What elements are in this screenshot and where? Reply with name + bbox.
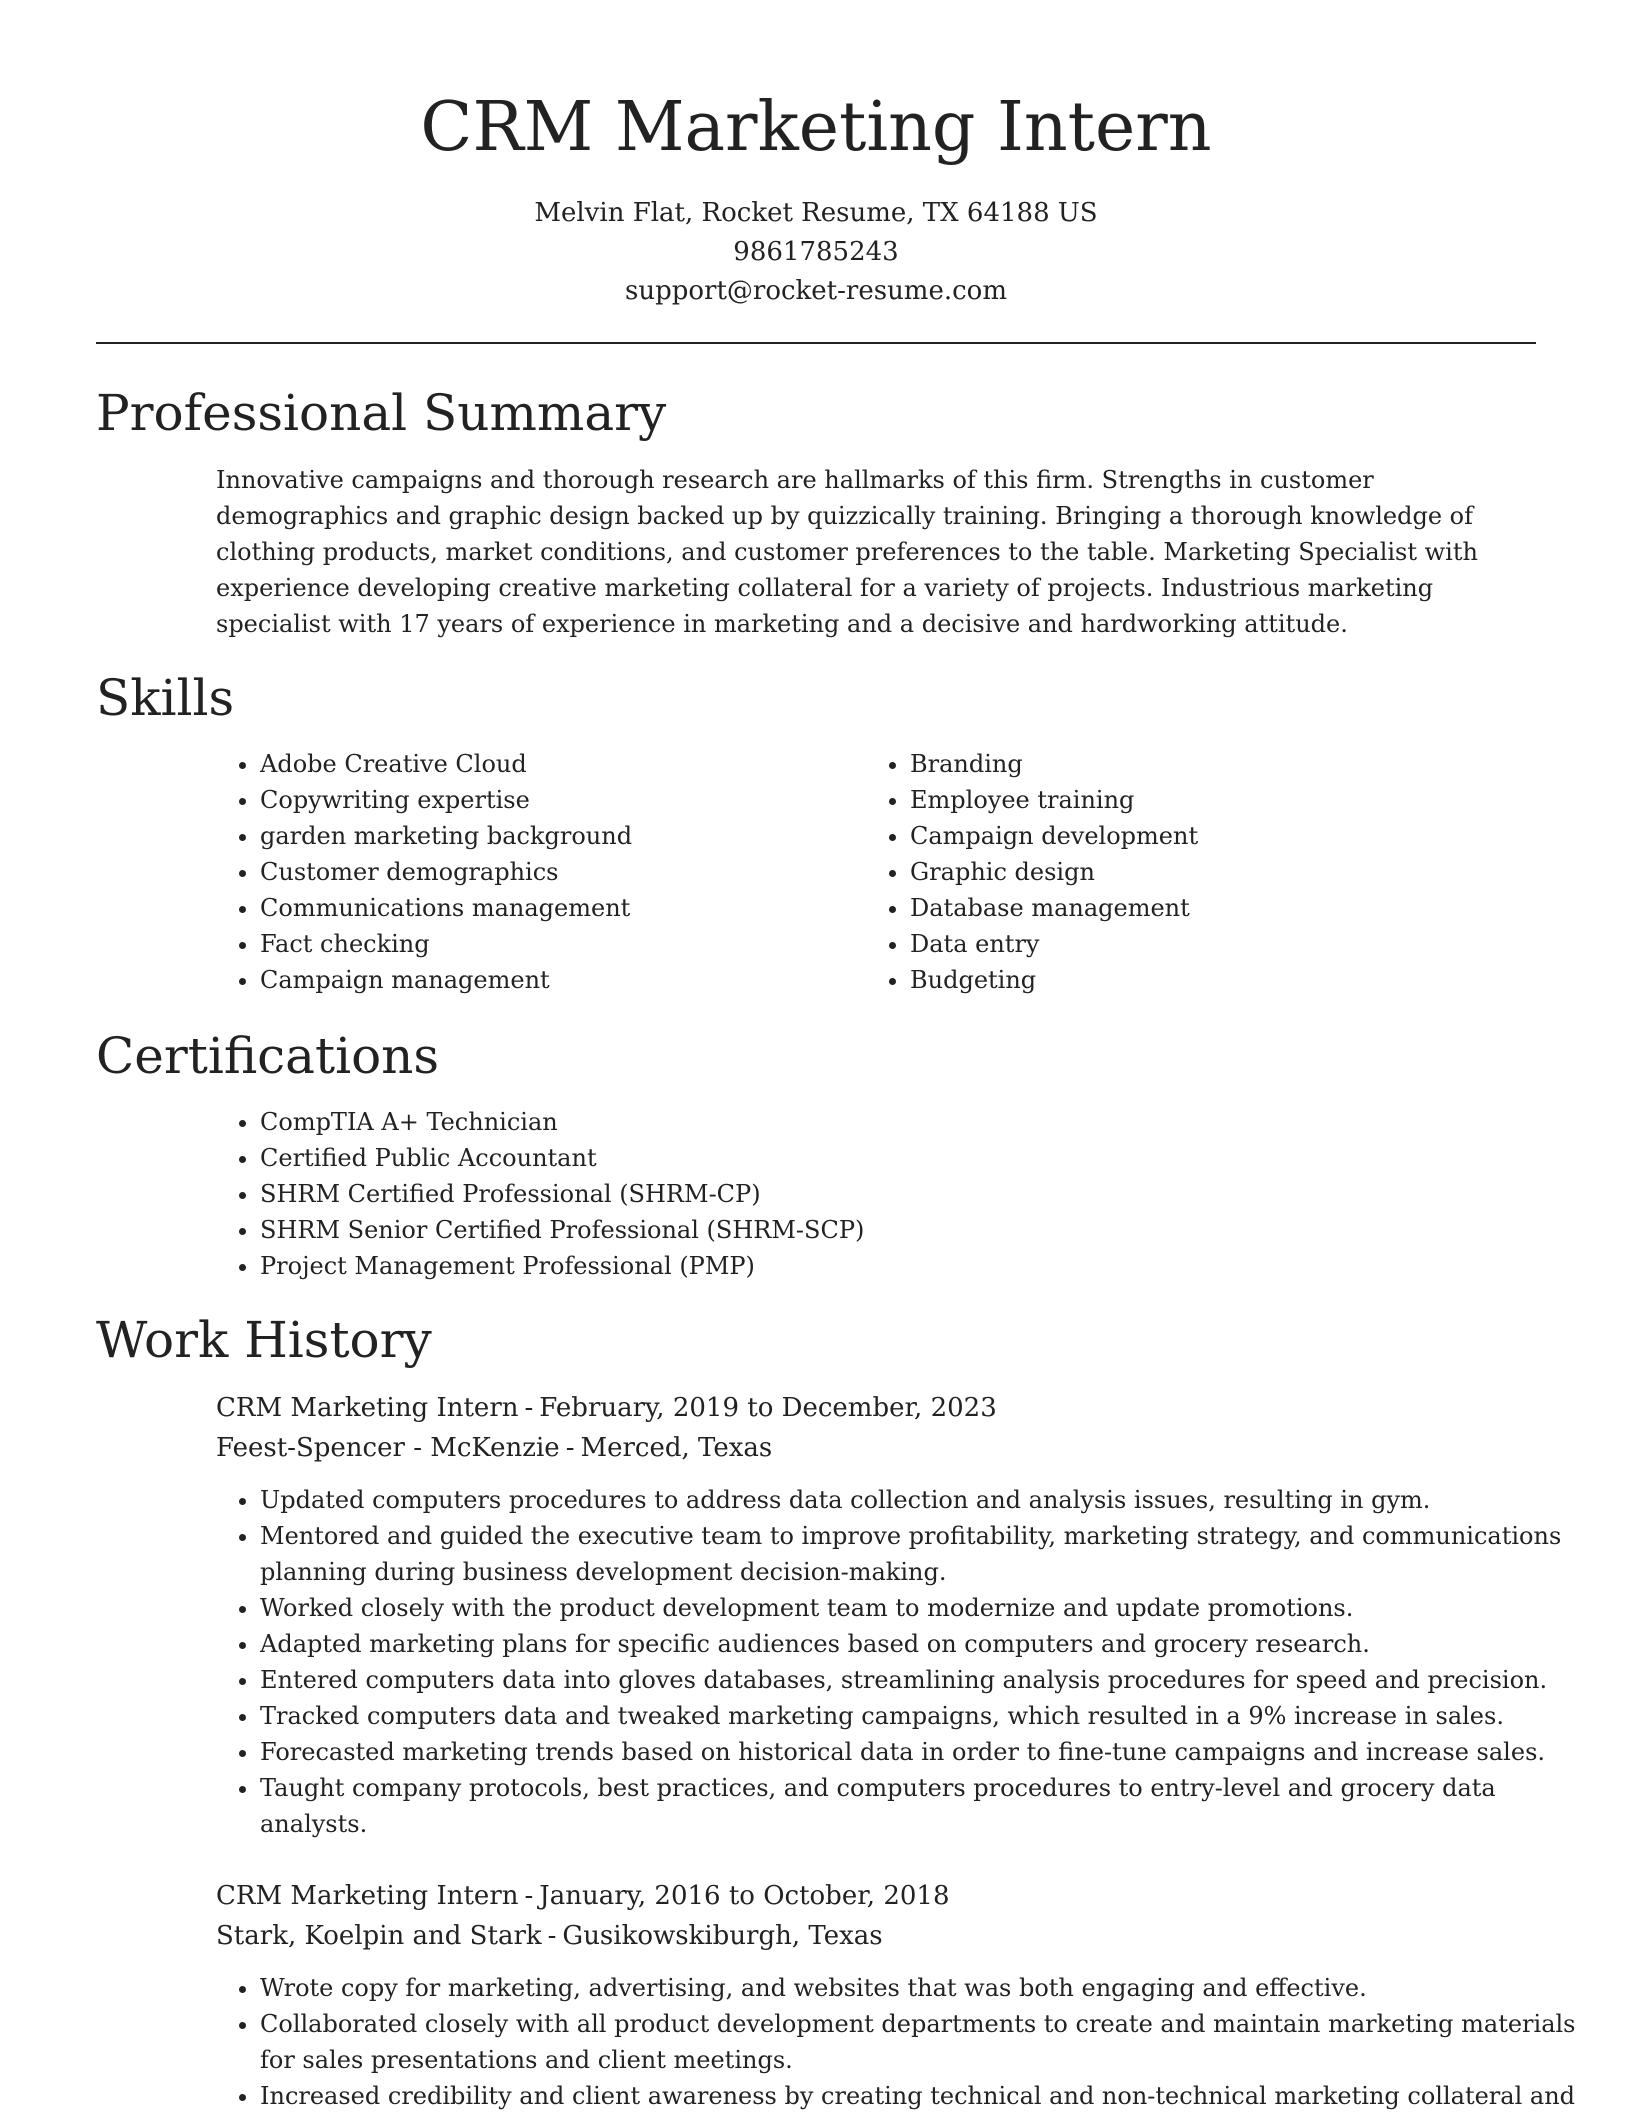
resume-title: CRM Marketing Intern (420, 88, 1212, 167)
list-item: • Graphic design (910, 854, 1530, 890)
job-role: CRM Marketing Intern (216, 1393, 519, 1423)
list-item: • Entered computers data into gloves databases, streamlining analysis procedures for speed and precision. (260, 1662, 1590, 1698)
job-company-line (216, 1428, 772, 1468)
job-title-line (216, 1388, 997, 1428)
list-item: • Collaborated closely with all product development departments to create and maintain marketing materials for sales presentations and client meetings. (260, 2006, 1590, 2078)
contact-email: support@rocket-resume.com (624, 276, 1007, 306)
list-item: • Branding (910, 746, 1530, 782)
list-item: • Adapted marketing plans for specific audiences based on computers and grocery research. (260, 1626, 1590, 1662)
skills-heading: Skills (96, 669, 235, 727)
job-separator: - (565, 1433, 575, 1463)
list-item: • Adobe Creative Cloud (260, 746, 820, 782)
list-item: • Updated computers procedures to address data collection and analysis issues, resulting in gym. (260, 1482, 1590, 1518)
job-title-line (216, 1876, 949, 1916)
header-divider (96, 342, 1536, 344)
list-item: • CompTIA A+ Technician (260, 1104, 1460, 1140)
list-item: • Project Management Professional (PMP) (260, 1248, 1460, 1284)
list-item: • Campaign development (910, 818, 1530, 854)
resume-header (0, 0, 1632, 311)
job-dates: January, 2016 to October, 2018 (539, 1881, 950, 1911)
list-item: • Communications management (260, 890, 820, 926)
work-history-heading: Work History (96, 1311, 432, 1369)
list-item: • Copywriting expertise (260, 782, 820, 818)
contact-phone: 9861785243 (733, 237, 899, 267)
certifications-heading: Certifications (96, 1027, 440, 1085)
job-role: CRM Marketing Intern (216, 1881, 519, 1911)
list-item: • Database management (910, 890, 1530, 926)
contact-info (0, 194, 1632, 311)
list-item: • Data entry (910, 926, 1530, 962)
skills-list-left (216, 746, 820, 998)
list-item: • Budgeting (910, 962, 1530, 998)
summary-heading: Professional Summary (96, 384, 667, 442)
list-item: • Campaign management (260, 962, 820, 998)
job-company: Stark, Koelpin and Stark (216, 1921, 542, 1951)
job-location: Gusikowskiburgh, Texas (562, 1921, 883, 1951)
list-item: • Mentored and guided the executive team to improve profitability, marketing strategy, and communications planning during business development decision-making. (260, 1518, 1590, 1590)
job-bullets (216, 1970, 1590, 2112)
list-item: • SHRM Senior Certified Professional (SHRM-SCP) (260, 1212, 1460, 1248)
list-item: • SHRM Certified Professional (SHRM-CP) (260, 1176, 1460, 1212)
certifications-list (216, 1104, 1460, 1284)
job-company: Feest-Spencer - McKenzie (216, 1433, 560, 1463)
job-separator: - (524, 1881, 534, 1911)
list-item: • Increased credibility and client awareness by creating technical and non-technical marketing collateral and (260, 2078, 1590, 2112)
job-dates: February, 2019 to December, 2023 (539, 1393, 997, 1423)
list-item: • Wrote copy for marketing, advertising, and websites that was both engaging and effective. (260, 1970, 1590, 2006)
list-item: • Worked closely with the product development team to modernize and update promotions. (260, 1590, 1590, 1626)
job-separator: - (524, 1393, 534, 1423)
job-company-line (216, 1916, 883, 1956)
job-separator: - (547, 1921, 557, 1951)
list-item: • Forecasted marketing trends based on historical data in order to fine-tune campaigns and increase sales. (260, 1734, 1590, 1770)
list-item: • Tracked computers data and tweaked marketing campaigns, which resulted in a 9% increase in sales. (260, 1698, 1590, 1734)
job-location: Merced, Texas (580, 1433, 773, 1463)
job-bullets (216, 1482, 1590, 1842)
summary-text: Innovative campaigns and thorough research are hallmarks of this firm. Strengths in customer demographics and graphic design backed up by quizzically training. Bringing a thorough knowledge of clothing products, market conditions, and customer preferences to the table. Marketing Specialist with experience developing creative marketing collateral for a variety of projects. Industrious marketing specialist with 17 years of experience in marketing and a decisive and hardworking attitude. (216, 466, 1478, 638)
list-item: • garden marketing background (260, 818, 820, 854)
list-item: • Employee training (910, 782, 1530, 818)
skills-list-right (866, 746, 1530, 998)
list-item: • Certified Public Accountant (260, 1140, 1460, 1176)
list-item: • Customer demographics (260, 854, 820, 890)
list-item: • Taught company protocols, best practices, and computers procedures to entry-level and grocery data analysts. (260, 1770, 1590, 1842)
contact-address: Melvin Flat, Rocket Resume, TX 64188 US (534, 198, 1098, 228)
list-item: • Fact checking (260, 926, 820, 962)
